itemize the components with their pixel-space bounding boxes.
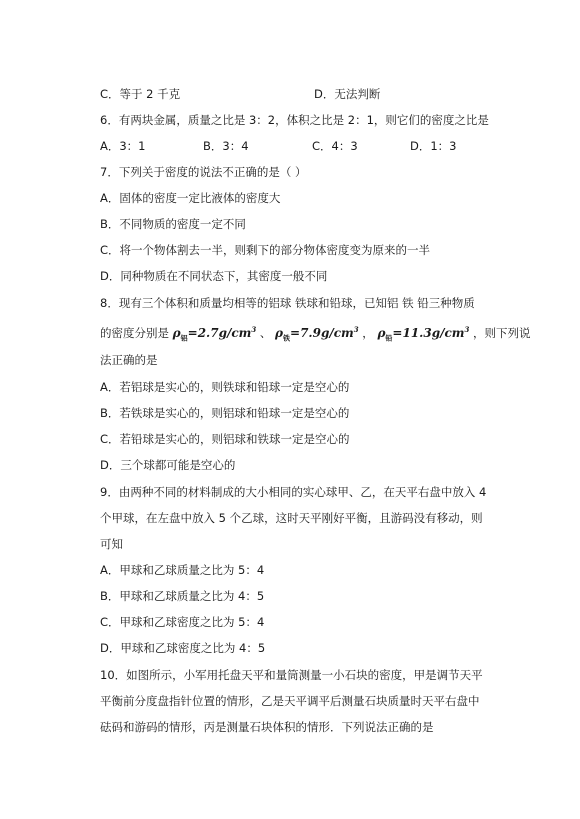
lead-density-formula: $\rho_铅=11.3g/cm^3$ — [377, 325, 470, 343]
q6-option-d: D．1：3 — [410, 139, 457, 153]
q8-option-c: C．若铅球是实心的，则铝球和铁球一定是空心的 — [100, 432, 350, 446]
q8-option-b: B．若铁球是实心的，则铝球和铅球一定是空心的 — [100, 406, 350, 420]
q10-stem-line2: 平衡前分度盘指针位置的情形，乙是天平调平后测量石块质量时天平右盘中 — [100, 694, 480, 708]
q7-stem: 7．下列关于密度的说法不正确的是（ ） — [100, 165, 307, 179]
q8-density-intro: 的密度分别是 — [100, 326, 169, 340]
q6-option-a: A．3：1 — [100, 139, 146, 153]
q7-option-c: C．将一个物体割去一半，则剩下的部分物体密度变为原来的一半 — [100, 243, 431, 257]
q7-option-a: A．固体的密度一定比液体的密度大 — [100, 191, 281, 205]
q9-stem-line1: 9．由两种不同的材料制成的大小相同的实心球甲、乙，在天平右盘中放入 4 — [100, 485, 487, 499]
q8-option-a: A．若铝球是实心的，则铁球和铅球一定是空心的 — [100, 380, 350, 394]
q9-option-d: D．甲球和乙球密度之比为 4：5 — [100, 641, 266, 655]
q8-density-outro: ，则下列说 — [473, 326, 531, 340]
q9-option-c: C．甲球和乙球密度之比为 5：4 — [100, 615, 265, 629]
q10-stem-line3: 砝码和游码的情形，丙是测量石块体积的情形．下列说法正确的是 — [100, 720, 434, 734]
q9-option-a: A．甲球和乙球质量之比为 5：4 — [100, 563, 265, 577]
q6-option-b: B．3：4 — [203, 139, 249, 153]
q8-option-d: D．三个球都可能是空心的 — [100, 458, 236, 472]
q8-stem-line1: 8．现有三个体积和质量均相等的铝球 铁球和铅球，已知铝 铁 铅三种物质 — [100, 296, 475, 310]
iron-density-formula: $\rho_铁=7.9g/cm^3$ — [275, 325, 359, 343]
q9-stem-line2: 个甲球，在左盘中放入 5 个乙球，这时天平刚好平衡，且游码没有移动，则 — [100, 511, 483, 525]
q5-option-d: D．无法判断 — [314, 87, 381, 101]
q10-stem-line1: 10．如图所示，小军用托盘天平和量筒测量一小石块的密度，甲是调节天平 — [100, 668, 483, 682]
q8-stem-line3: 法正确的是 — [100, 353, 158, 367]
q9-stem-line3: 可知 — [100, 537, 123, 551]
q6-option-c: C．4：3 — [312, 139, 358, 153]
q6-stem: 6．有两块金属，质量之比是 3：2，体积之比是 2：1，则它们的密度之比是 — [100, 113, 489, 127]
q9-option-b: B．甲球和乙球质量之比为 4：5 — [100, 589, 265, 603]
q8-stem-line2: 的密度分别是 $\rho_铝=2.7g/cm^3$ 、 $\rho_铁=7.9g/cm^3$ ， $\rho_铅=11.3g/cm^3$ ，则下列说 — [100, 325, 531, 343]
q7-option-b: B．不同物质的密度一定不同 — [100, 217, 246, 231]
q5-option-c: C．等于 2 千克 — [100, 87, 181, 101]
aluminum-density-formula: $\rho_铝=2.7g/cm^3$ — [172, 325, 257, 343]
q7-option-d: D．同种物质在不同状态下，其密度一般不同 — [100, 269, 328, 283]
